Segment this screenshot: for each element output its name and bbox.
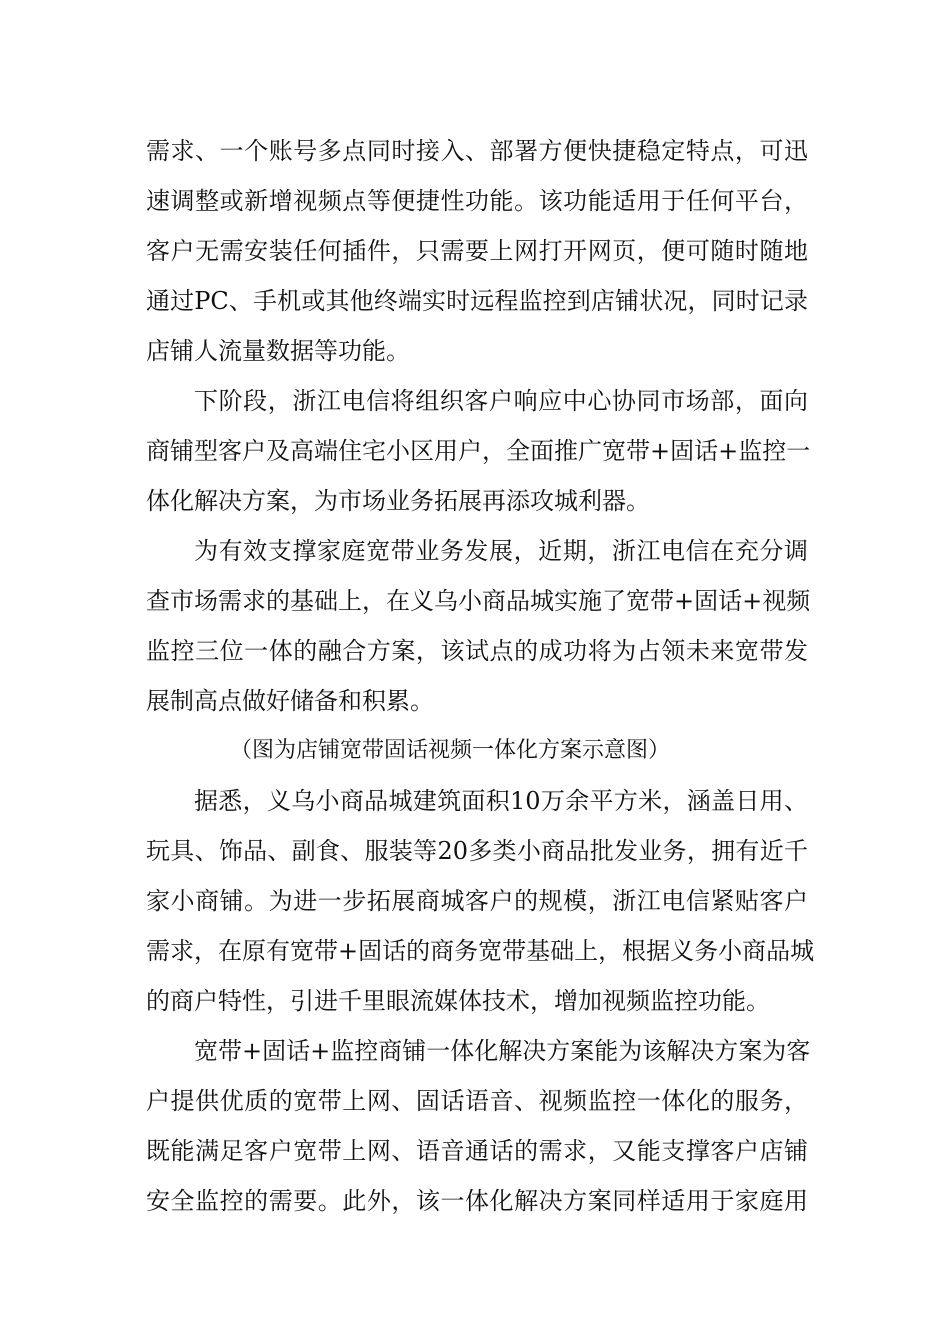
- body-text-line: 的商户特性，引进千里眼流媒体技术，增加视频监控功能。: [146, 987, 770, 1015]
- body-text-line: 既能满足客户宽带上网、语音通话的需求，又能支撑客户店铺: [146, 1137, 808, 1165]
- paragraph-first-line: 宽带+固话+监控商铺一体化解决方案能为该解决方案为客: [194, 1037, 811, 1065]
- body-text-line: 玩具、饰品、副食、服装等20多类小商品批发业务，拥有近千: [146, 837, 808, 865]
- body-text-line: 监控三位一体的融合方案，该试点的成功将为占领未来宽带发: [146, 637, 808, 665]
- body-text-line: 商铺型客户及高端住宅小区用户，全面推广宽带+固话+监控一: [146, 437, 811, 465]
- body-text-line: 体化解决方案，为市场业务拓展再添攻城利器。: [146, 487, 650, 515]
- body-text-line: 店铺人流量数据等功能。: [146, 337, 410, 365]
- body-text-line: 速调整或新增视频点等便捷性功能。该功能适用于任何平台，: [146, 187, 808, 215]
- body-text-line: 需求，在原有宽带+固话的商务宽带基础上，根据义务小商品城: [146, 937, 815, 965]
- paragraph-first-line: 为有效支撑家庭宽带业务发展，近期，浙江电信在充分调: [194, 537, 808, 565]
- body-text-line: 客户无需安装任何插件，只需要上网打开网页，便可随时随地: [146, 237, 808, 265]
- body-text-line: 通过PC、手机或其他终端实时远程监控到店铺状况，同时记录: [146, 287, 808, 315]
- paragraph-first-line: 下阶段，浙江电信将组织客户响应中心协同市场部，面向: [194, 387, 808, 415]
- paragraph-first-line: 据悉，义乌小商品城建筑面积10万余平方米，涵盖日用、: [194, 787, 808, 815]
- body-text-line: 家小商铺。为进一步拓展商城客户的规模，浙江电信紧贴客户: [146, 887, 808, 915]
- body-text-line: 安全监控的需要。此外，该一体化解决方案同样适用于家庭用: [146, 1187, 808, 1215]
- body-text-line: 户提供优质的宽带上网、固话语音、视频监控一体化的服务，: [146, 1087, 808, 1115]
- body-text-line: 展制高点做好储备和积累。: [146, 687, 434, 715]
- body-text-line: 需求、一个账号多点同时接入、部署方便快捷稳定特点，可迅: [146, 137, 808, 165]
- figure-caption: （图为店铺宽带固话视频一体化方案示意图）: [230, 738, 671, 763]
- body-text-line: 查市场需求的基础上，在义乌小商品城实施了宽带+固话+视频: [146, 587, 811, 615]
